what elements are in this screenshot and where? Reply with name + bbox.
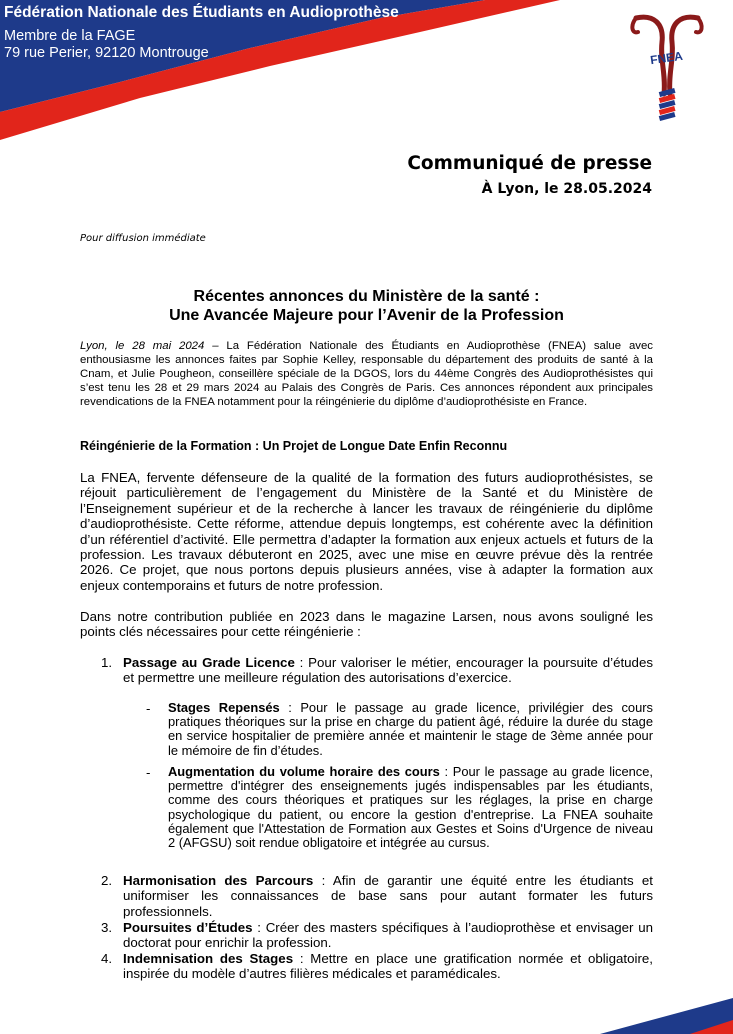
fnea-logo — [626, 12, 708, 124]
list-item-2 — [123, 873, 653, 919]
list-item-2-text: : Afin de garantir une équité entre les étudiants et uniformiser les connaissances de base sans pour autant formater les futurs professionnels. — [123, 873, 654, 919]
lead-dateline: Lyon, le 28 mai 2024 – — [80, 340, 219, 352]
sublist-item-1-title: Stages Repensés — [168, 700, 280, 715]
body-paragraph-1: La FNEA, fervente défenseure de la qualité de la formation des futurs audioprothésistes, se réjouit particulièrement de l’engagement du Ministère de la Santé et du Ministère de l’Enseignement supérieur et de la recherche à lancer les travaux de réingénierie du diplôme d’audioprothésiste. Cette réforme, attendue depuis longtemps, est cohérente avec la définition d’un référentiel d’activité. Elle permettra d’adapter la formation aux enjeux actuels et futurs de la profession. Les travaux débuteront en 2025, avec une mise en œuvre prévue dès la rentrée 2026. Ce projet, que nous portons depuis plusieurs années, vise à adapter la formation aux enjeux contemporains et futurs de notre profession. — [80, 470, 653, 593]
sublist-dash-2: - — [146, 765, 151, 780]
sublist-item-2-title: Augmentation du volume horaire des cours — [168, 764, 440, 779]
list-item-3-text: : Créer des masters spécifiques à l’audioprothèse et envisager un doctorat pour enrichir la profession. — [123, 920, 653, 951]
list-item-1-title: Passage au Grade Licence — [123, 655, 295, 670]
membership-line: Membre de la FAGE — [4, 28, 136, 44]
headline-line-1: Récentes annonces du Ministère de la santé : — [193, 288, 540, 305]
body-paragraph-2: Dans notre contribution publiée en 2023 dans le magazine Larsen, nous avons souligné les points clés nécessaires pour cette réingénierie : — [80, 609, 653, 640]
lead-text: La Fédération Nationale des Étudiants en Audioprothèse (FNEA) salue avec enthousiasme les annonces faites par Sophie Kelley, responsable du département des produits de santé à la Cnam, et Julie Pougheon, conseillère spéciale de la DGOS, lors du 44ème Congrès des Audioprothésistes qui s’est tenu les 28 et 29 mars 2024 au Palais des Congrès de Paris. Ces annonces répondent aux principales revendications de la FNEA notamment pour la réingénierie du diplôme d’audioprothésiste en France. — [80, 340, 654, 408]
press-release-date: À Lyon, le 28.05.2024 — [481, 181, 652, 197]
list-item-2-title: Harmonisation des Parcours — [123, 873, 314, 888]
list-item-3-title: Poursuites d’Études — [123, 920, 253, 935]
list-item-4-title: Indemnisation des Stages — [123, 951, 294, 966]
list-number-2: 2. — [101, 873, 113, 888]
list-number-1: 1. — [101, 655, 113, 670]
sublist-item-2-text: : Pour le passage au grade licence, permettre d'intégrer des enseignements jugés indispensables par les étudiants, comme des cours théoriques et pratiques sur les réglages, la prise en charge psychologique du patient, ou encore la gestion d'entreprise. La FNEA souhaite également que l'Attestation de Formation aux Gestes et Soins d'Urgence de niveau 2 (AFGSU) soit rendue obligatoire et intégrée au cursus. — [168, 764, 654, 851]
embargo-note: Pour diffusion immédiate — [80, 233, 206, 244]
press-release-title: Communiqué de presse — [407, 153, 652, 174]
address-line: 79 rue Perier, 92120 Montrouge — [4, 45, 209, 61]
list-number-4: 4. — [101, 951, 113, 966]
list-item-1-text: : Pour valoriser le métier, encourager la poursuite d’études et permettre une meilleure régulation des autorisations d’exercice. — [123, 655, 653, 686]
list-number-3: 3. — [101, 920, 113, 935]
list-item-4 — [123, 951, 653, 982]
organization-name: Fédération Nationale des Étudiants en Audioprothèse — [4, 4, 399, 21]
sublist-item-1-text: : Pour le passage au grade licence, privilégier des cours pratiques théoriques sur la prise en charge du patient âgé, réduire la durée du stage en service hospitalier de première année et maintenir le stage de 3ème année pour le mémoire de fin d’études. — [168, 700, 653, 758]
sublist-dash-1: - — [146, 701, 151, 716]
list-item-4-text: : Mettre en place une gratification normée et obligatoire, inspirée du modèle d’autres filières médicales et paramédicales. — [123, 951, 653, 982]
sublist-item-2 — [168, 765, 653, 850]
list-item-3 — [123, 920, 653, 951]
headline-line-2: Une Avancée Majeure pour l’Avenir de la Profession — [169, 307, 564, 324]
sublist-item-1 — [168, 701, 653, 758]
lead-paragraph — [80, 339, 653, 409]
section-heading: Réingénierie de la Formation : Un Projet de Longue Date Enfin Reconnu — [80, 439, 508, 453]
logo-text: FNEA — [649, 48, 684, 68]
list-item-1 — [123, 655, 653, 686]
footer-decoration — [0, 994, 733, 1034]
